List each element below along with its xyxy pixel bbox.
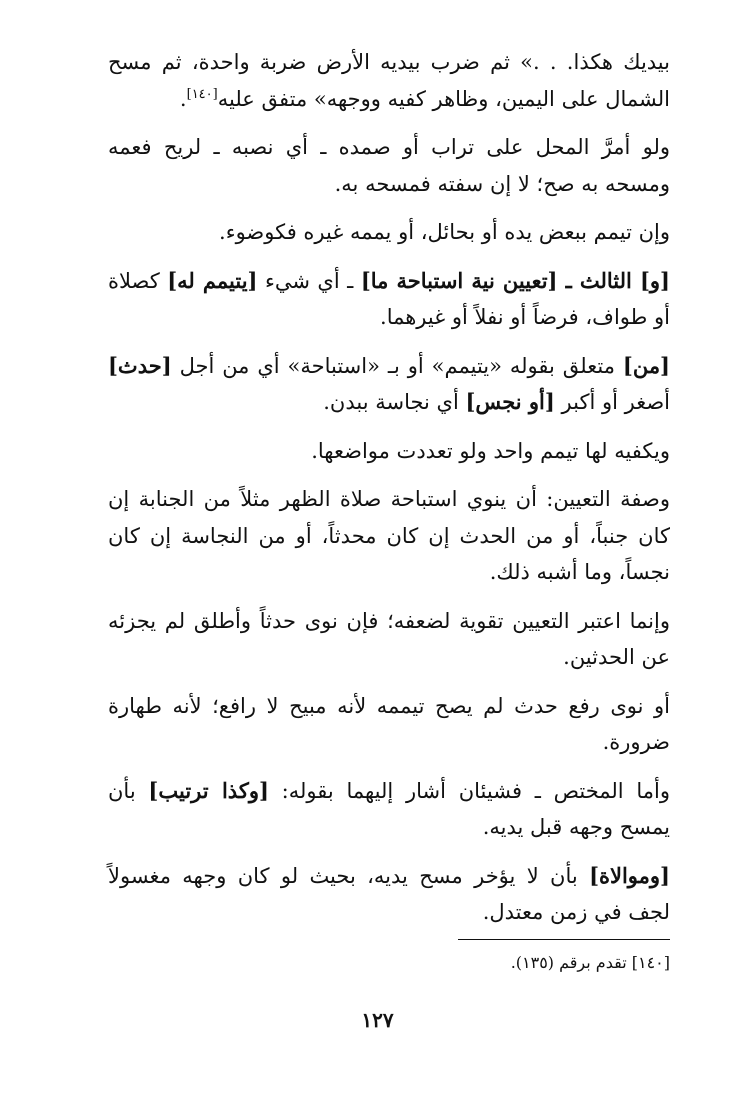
text-segment: ويكفيه لها تيمم واحد ولو تعددت مواضعها. <box>311 438 670 463</box>
bold-term: [و] الثالث ـ <box>557 267 670 293</box>
text-segment: . <box>179 86 187 111</box>
text-segment: أو نوى رفع حدث لم يصح تيممه لأنه مبيح لا رافع؛ لأنه طهارة ضرورة. <box>108 693 670 754</box>
footnote-separator <box>458 939 670 940</box>
bold-term: [حدث] <box>108 352 172 378</box>
paragraph-3 <box>108 214 670 251</box>
footnote: [١٤٠] تقدم برقم (١٣٥). <box>510 953 670 972</box>
bold-term: [تعيين نية استباحة ما] <box>360 267 558 293</box>
text-segment: وإن تيمم ببعض يده أو بحائل، أو يممه غيره فكوضوء. <box>219 220 670 244</box>
paragraph-9 <box>108 688 670 761</box>
paragraph-5 <box>108 348 670 421</box>
paragraph-10 <box>108 773 670 846</box>
paragraph-6 <box>108 433 670 470</box>
text-segment: أي نجاسة ببدن. <box>323 390 466 414</box>
text-segment: كصلاة أو طواف، فرضاً أو نفلاً أو غيرهما. <box>108 268 670 329</box>
text-segment: بيديك هكذا. . .» ثم ضرب بيديه الأرض ضربة واحدة، ثم مسح الشمال على اليمين، وظاهر كفيه ووجهه» متفق عليه <box>108 50 670 111</box>
paragraph-8 <box>108 603 670 676</box>
text-segment: ـ أي شيء <box>257 268 361 293</box>
page-number: ١٢٧ <box>361 1008 394 1032</box>
bold-term: [وكذا ترتيب] <box>148 777 269 803</box>
bold-term: [أو نجس] <box>465 389 555 414</box>
text-segment: ولو أمرَّ المحل على تراب أو صمده ـ أي نصبه ـ لريح فعمه ومسحه به صح؛ لا إن سفته فمسحه به. <box>108 135 670 196</box>
footnote-ref: [١٤٠] <box>186 86 218 102</box>
paragraph-4 <box>108 263 670 336</box>
text-segment: وصفة التعيين: أن ينوي استباحة صلاة الظهر مثلاً من الجنابة إن كان جنباً، أو من الحدث إن كان محدثاً، أو من النجاسة إن كان نجساً، وما أشبه ذلك. <box>108 487 670 584</box>
text-segment: وأما المختص ـ فشيئان أشار إليهما بقوله: <box>268 778 671 803</box>
paragraph-1 <box>108 44 670 117</box>
bold-term: [من] <box>622 352 670 378</box>
text-segment: بأن يمسح وجهه قبل يديه. <box>108 778 670 839</box>
text-segment: بأن لا يؤخر مسح يديه، بحيث لو كان وجهه مغسولاً لجف في زمن معتدل. <box>108 863 670 924</box>
text-segment: وإنما اعتبر التعيين تقوية لضعفه؛ فإن نوى حدثاً وأطلق لم يجزئه عن الحدثين. <box>108 608 670 669</box>
paragraph-11 <box>108 858 670 931</box>
paragraph-7 <box>108 481 670 591</box>
bold-term: [وموالاة] <box>589 862 670 888</box>
paragraph-2 <box>108 129 670 202</box>
text-segment: متعلق بقوله «يتيمم» أو بـ «استباحة» أي من أجل <box>171 353 623 378</box>
bold-term: [يتيمم له] <box>167 267 258 293</box>
text-segment: أصغر أو أكبر <box>554 390 670 414</box>
page-body <box>108 44 670 943</box>
